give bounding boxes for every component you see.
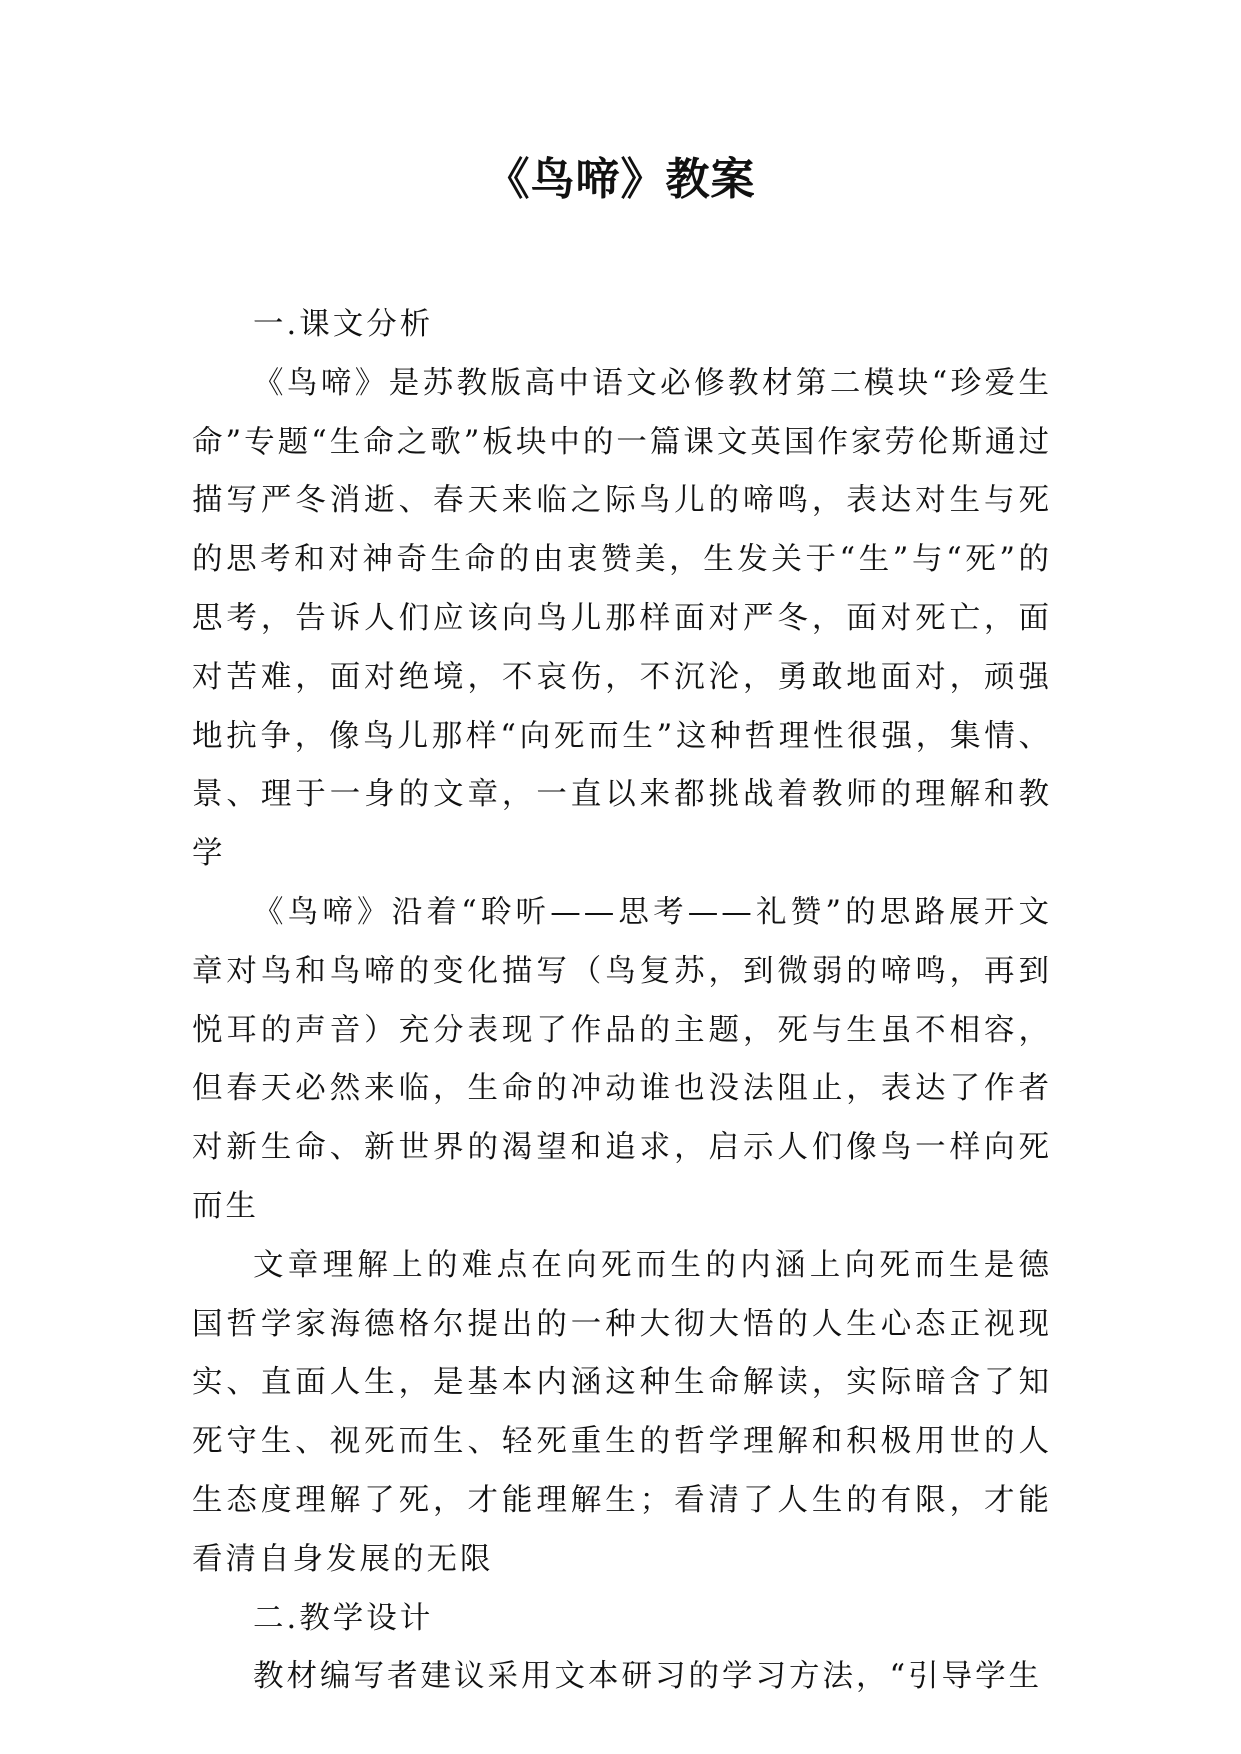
document-title: 《鸟啼》教案 [485, 154, 756, 205]
section-heading-teaching-design: 二.教学设计 [253, 1600, 434, 1636]
paragraph: 《鸟啼》是苏教版高中语文必修教材第二模块“珍爱生命”专题“生命之歌”板块中的一篇课文英国作家劳伦斯通过描写严冬消逝、春天来临之际鸟儿的啼鸣，表达对生与死的思考和对神奇生命的由衷赞美，生发关于“生”与“死”的思考，告诉人们应该向鸟儿那样面对严冬，面对死亡，面对苦难，面对绝境，不哀伤，不沉沦，勇敢地面对，顽强地抗争，像鸟儿那样“向死而生”这种哲理性很强，集情、景、理于一身的文章，一直以来都挑战着教师的理解和教学 [192, 365, 1052, 872]
paragraph: 文章理解上的难点在向死而生的内涵上向死而生是德国哲学家海德格尔提出的一种大彻大悟的人生心态正视现实、直面人生，是基本内涵这种生命解读，实际暗含了知死守生、视死而生、轻死重生的哲学理解和积极用世的人生态度理解了死，才能理解生；看清了人生的有限，才能看清自身发展的无限 [192, 1247, 1052, 1577]
document-body [192, 296, 1052, 1707]
paragraph: 《鸟啼》沿着“聆听——思考——礼赞”的思路展开文章对鸟和鸟啼的变化描写（鸟复苏，到微弱的啼鸣，再到悦耳的声音）充分表现了作品的主题，死与生虽不相容，但春天必然来临，生命的冲动谁也没法阻止，表达了作者对新生命、新世界的渴望和追求，启示人们像鸟一样向死而生 [192, 894, 1052, 1224]
section-heading-text-analysis: 一.课文分析 [253, 307, 434, 342]
paragraph: 教材编写者建议采用文本研习的学习方法，“引导学生 [253, 1659, 1043, 1695]
